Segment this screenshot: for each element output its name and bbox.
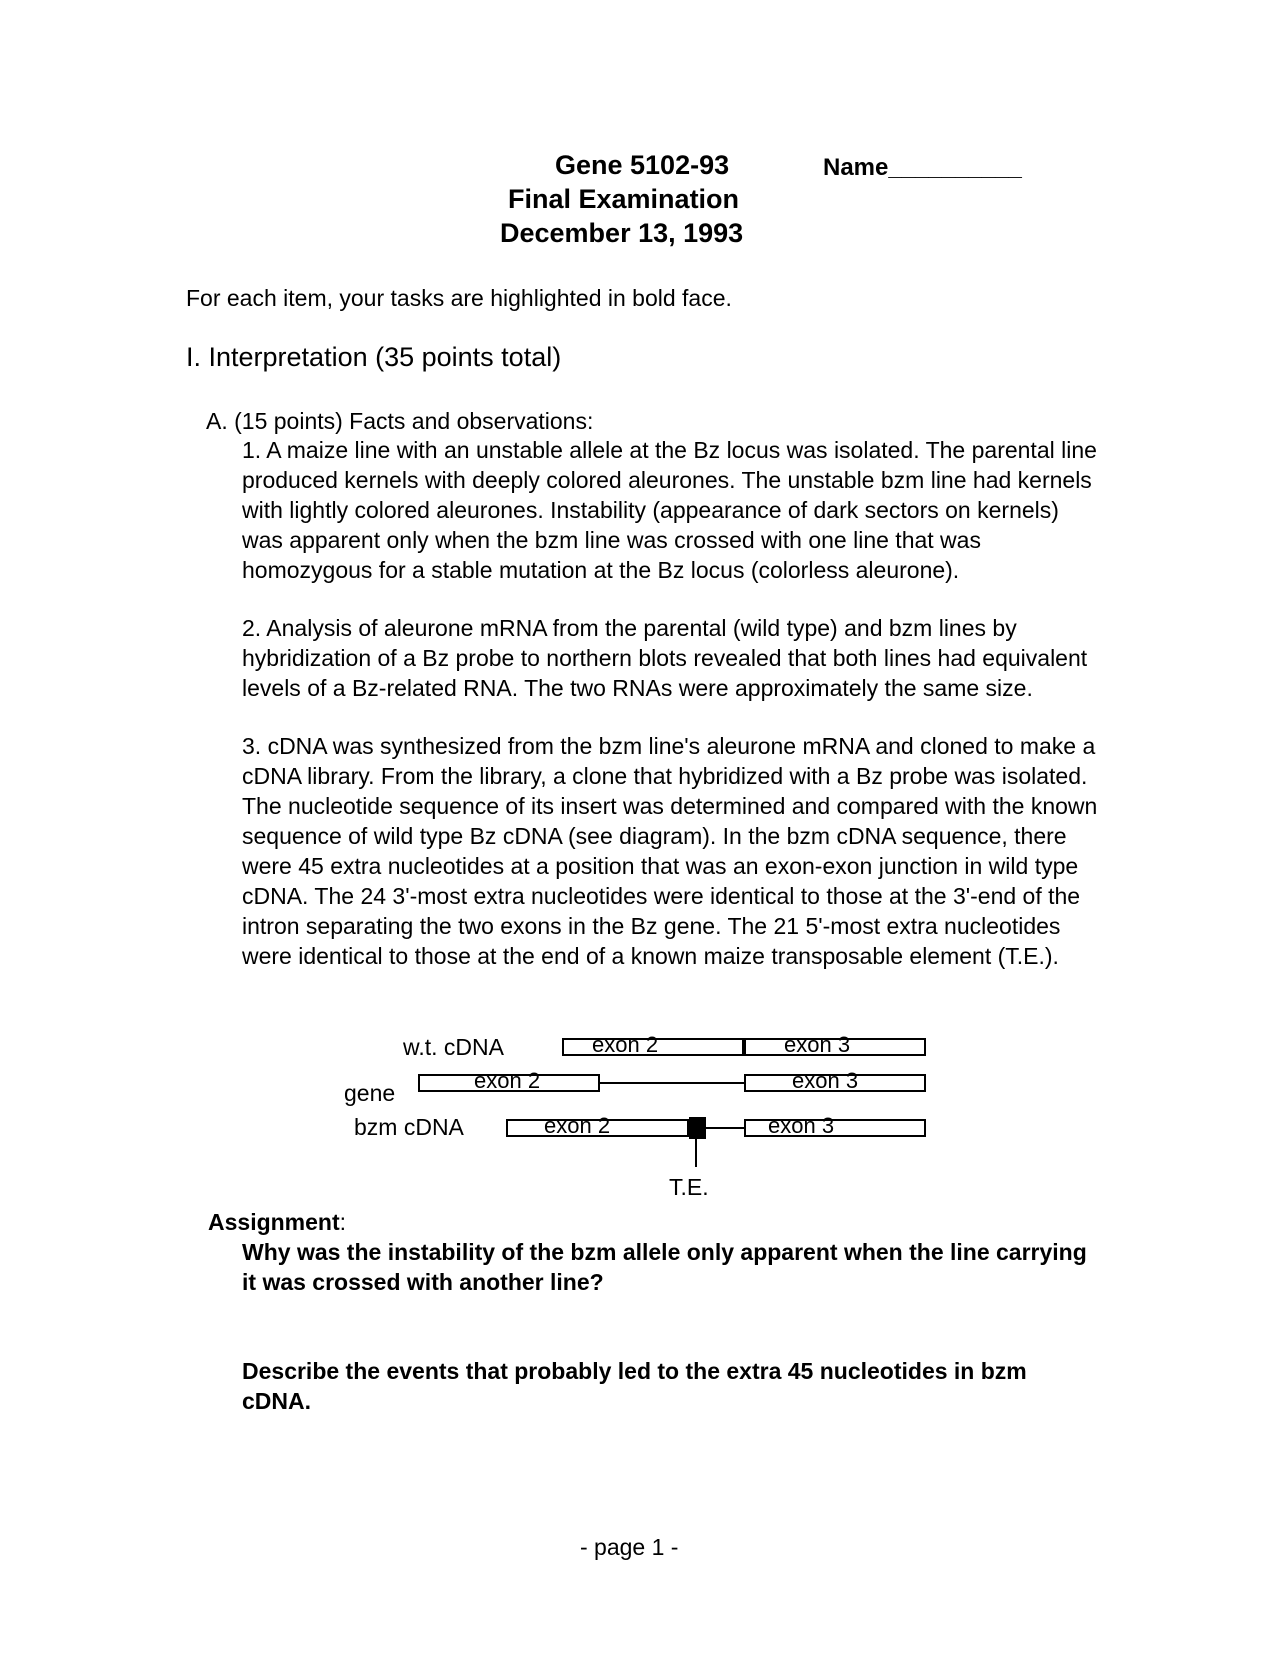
question-1: Why was the instability of the bzm allele only apparent when the line carrying it was crossed with another line?	[242, 1239, 1087, 1295]
gene-label: gene	[344, 1080, 396, 1106]
question-2: Describe the events that probably led to the extra 45 nucleotides in bzm cDNA.	[242, 1358, 1027, 1414]
te-pointer-line	[695, 1139, 697, 1167]
assignment-label: Assignment	[208, 1209, 340, 1235]
intro-text: For each item, your tasks are highlighted in bold face.	[186, 285, 732, 311]
page-number: - page 1 -	[580, 1534, 679, 1560]
wt-exon2-box	[562, 1032, 744, 1057]
bzm-connector-line	[706, 1127, 744, 1129]
wt-exon3-box	[744, 1032, 926, 1057]
gene-exon3-box	[744, 1068, 926, 1093]
gene-exon3-label: exon 3	[792, 1068, 859, 1093]
bzm-exon2-label: exon 2	[544, 1113, 611, 1138]
name-field-label: Name__________	[823, 154, 1022, 181]
fact-2: 2. Analysis of aleurone mRNA from the parental (wild type) and bzm lines by hybridization of a Bz probe to northern blots revealed that both lines had equivalent levels of a Bz-related RNA. The two RNAs were approximately the same size.	[242, 615, 1088, 701]
intron-line	[600, 1082, 744, 1084]
assignment-colon: :	[339, 1209, 347, 1235]
wt-exon3-label: exon 3	[784, 1032, 851, 1057]
bzm-exon3-box	[744, 1113, 926, 1138]
wt-cdna-label: w.t. cDNA	[403, 1034, 504, 1060]
gene-exon2-box	[418, 1068, 600, 1093]
course-number: Gene 5102-93	[555, 150, 730, 180]
te-insertion-block	[689, 1117, 706, 1139]
bzm-cdna-label: bzm cDNA	[354, 1114, 464, 1140]
exam-title: Final Examination	[508, 184, 740, 214]
exam-date: December 13, 1993	[500, 218, 744, 248]
gene-exon2-label: exon 2	[474, 1068, 541, 1093]
section-title: I. Interpretation (35 points total)	[186, 342, 562, 372]
te-label: T.E.	[669, 1174, 709, 1200]
fact-3: 3. cDNA was synthesized from the bzm line's aleurone mRNA and cloned to make a cDNA library. From the library, a clone that hybridized with a Bz probe was isolated. The nucleotide sequence of its insert was determined and compared with the known sequence of wild type Bz cDNA (see diagram). In the bzm cDNA sequence, there were 45 extra nucleotides at a position that was an exon-exon junction in wild type cDNA. The 24 3'-most extra nucleotides were identical to those at the 3'-end of the intron separating the two exons in the Bz gene. The 21 5'-most extra nucleotides were identical to those at the end of a known maize transposable element (T.E.).	[242, 733, 1098, 969]
part-a-heading: A. (15 points) Facts and observations:	[206, 408, 594, 434]
wt-exon2-label: exon 2	[592, 1032, 659, 1057]
bzm-exon2-box	[506, 1113, 689, 1138]
fact-1: 1. A maize line with an unstable allele at the Bz locus was isolated. The parental line produced kernels with deeply colored aleurones. The unstable bzm line had kernels with lightly colored aleurones. Instability (appearance of dark sectors on kernels) was apparent only when the bzm line was crossed with one line that was homozygous for a stable mutation at the Bz locus (colorless aleurone).	[242, 437, 1097, 583]
bzm-exon3-label: exon 3	[768, 1113, 835, 1138]
assignment-heading	[208, 1207, 346, 1237]
